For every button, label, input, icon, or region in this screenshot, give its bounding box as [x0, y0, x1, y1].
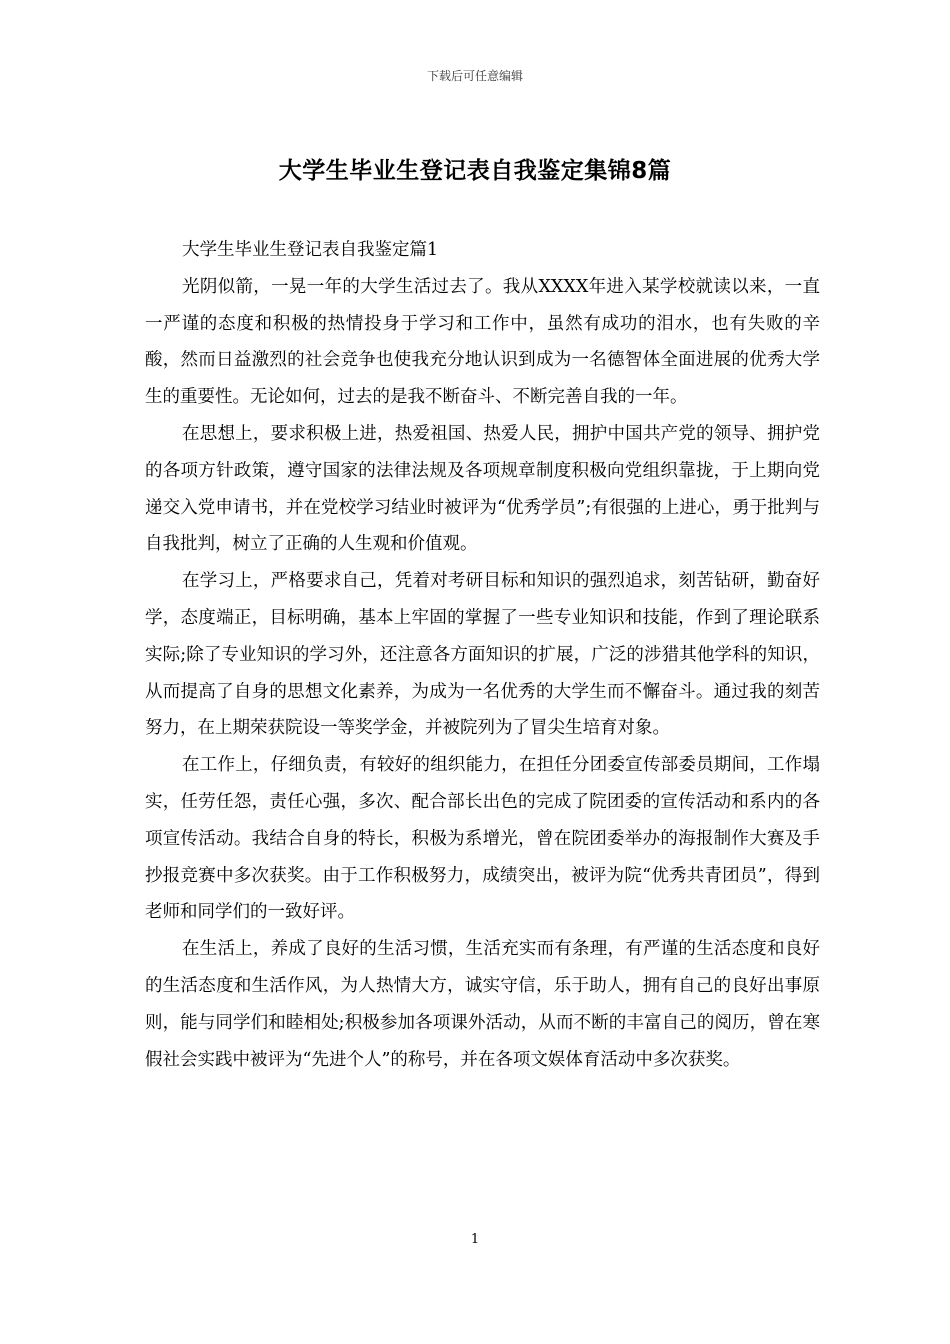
paragraph: 光阴似箭，一晃一年的大学生活过去了。我从XXXX年进入某学校就读以来，一直一严谨的态度和积极的热情投身于学习和工作中，虽然有成功的泪水，也有失败的辛酸，然而日益激烈的社会竞争也使我充分地认识到成为一名德智体全面进展的优秀大学生的重要性。无论如何，过去的是我不断奋斗、不断完善自我的一年。 [145, 276, 820, 408]
document-title: 大学生毕业生登记表自我鉴定集锦8篇 [278, 158, 672, 184]
paragraph: 在思想上，要求积极上进，热爱祖国、热爱人民，拥护中国共产党的领导、拥护党的各项方针政策，遵守国家的法律法规及各项规章制度积极向党组织靠拢，于上期向党递交入党申请书，并在党校学习结业时被评为“优秀学员”;有很强的上进心，勇于批判与自我批判，树立了正确的人生观和价值观。 [145, 423, 820, 555]
paragraph: 在工作上，仔细负责，有较好的组织能力，在担任分团委宣传部委员期间，工作塌实，任劳任怨，责任心强，多次、配合部长出色的完成了院团委的宣传活动和系内的各项宣传活动。我结合自身的特长，积极为系增光，曾在院团委举办的海报制作大赛及手抄报竞赛中多次获奖。由于工作积极努力，成绩突出，被评为院“优秀共青团员”，得到老师和同学们的一致好评。 [145, 755, 820, 923]
paragraph: 在学习上，严格要求自己，凭着对考研目标和知识的强烈追求，刻苦钻研，勤奋好学，态度端正，目标明确，基本上牢固的掌握了一些专业知识和技能，作到了理论联系实际;除了专业知识的学习外，还注意各方面知识的扩展，广泛的涉猎其他学科的知识，从而提高了自身的思想文化素养，为成为一名优秀的大学生而不懈奋斗。通过我的刻苦努力，在上期荣获院设一等奖学金，并被院列为了冒尖生培育对象。 [145, 571, 820, 739]
section-heading: 大学生毕业生登记表自我鉴定篇1 [182, 240, 439, 260]
header-note: 下载后可任意编辑 [426, 69, 523, 83]
page-number: 1 [470, 1232, 480, 1247]
document-body [145, 232, 820, 1078]
paragraph: 在生活上，养成了良好的生活习惯，生活充实而有条理，有严谨的生活态度和良好的生活态度和生活作风，为人热情大方，诚实守信，乐于助人，拥有自己的良好出事原则，能与同学们和睦相处;积极参加各项课外活动，从而不断的丰富自己的阅历，曾在寒假社会实践中被评为“先进个人”的称号，并在各项文娱体育活动中多次获奖。 [145, 939, 820, 1070]
